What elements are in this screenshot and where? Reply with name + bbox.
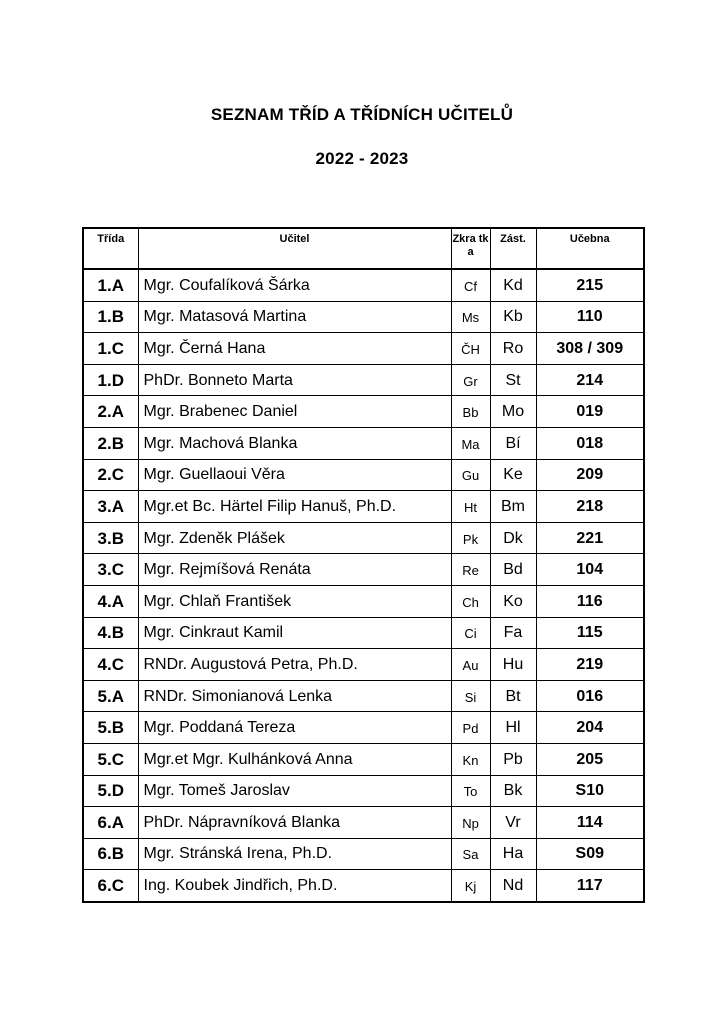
header-zkratka: Zkra tka bbox=[451, 228, 490, 269]
deputy-cell: Kb bbox=[490, 301, 536, 333]
table-row bbox=[83, 301, 644, 333]
deputy-cell: Bí bbox=[490, 427, 536, 459]
teacher-cell: Mgr.et Mgr. Kulhánková Anna bbox=[138, 743, 451, 775]
classroom-cell: 019 bbox=[536, 396, 644, 428]
teacher-cell: Mgr. Brabenec Daniel bbox=[138, 396, 451, 428]
abbreviation-cell: ČH bbox=[451, 333, 490, 365]
teacher-cell: Mgr. Rejmíšová Renáta bbox=[138, 554, 451, 586]
deputy-cell: Fa bbox=[490, 617, 536, 649]
classroom-cell: 209 bbox=[536, 459, 644, 491]
teacher-cell: RNDr. Augustová Petra, Ph.D. bbox=[138, 649, 451, 681]
classroom-cell: 221 bbox=[536, 522, 644, 554]
class-cell: 1.C bbox=[83, 333, 138, 365]
table-row bbox=[83, 396, 644, 428]
header-zast: Zást. bbox=[490, 228, 536, 269]
abbreviation-cell: Np bbox=[451, 807, 490, 839]
deputy-cell: Bm bbox=[490, 491, 536, 523]
header-ucitel: Učitel bbox=[138, 228, 451, 269]
deputy-cell: Vr bbox=[490, 807, 536, 839]
class-cell: 5.B bbox=[83, 712, 138, 744]
abbreviation-cell: Cf bbox=[451, 269, 490, 301]
table-row bbox=[83, 491, 644, 523]
teacher-cell: Mgr. Coufalíková Šárka bbox=[138, 269, 451, 301]
teacher-cell: Mgr. Guellaoui Věra bbox=[138, 459, 451, 491]
table-row bbox=[83, 617, 644, 649]
teacher-cell: Mgr. Matasová Martina bbox=[138, 301, 451, 333]
table-row bbox=[83, 807, 644, 839]
class-cell: 2.B bbox=[83, 427, 138, 459]
class-cell: 2.C bbox=[83, 459, 138, 491]
table-header-row bbox=[83, 228, 644, 269]
abbreviation-cell: Ma bbox=[451, 427, 490, 459]
classroom-cell: 204 bbox=[536, 712, 644, 744]
abbreviation-cell: Sa bbox=[451, 838, 490, 870]
teacher-cell: Mgr. Tomeš Jaroslav bbox=[138, 775, 451, 807]
page-title: SEZNAM TŘÍD A TŘÍDNÍCH UČITELŮ bbox=[210, 105, 514, 124]
deputy-cell: Ro bbox=[490, 333, 536, 365]
abbreviation-cell: Kj bbox=[451, 870, 490, 902]
classroom-cell: 219 bbox=[536, 649, 644, 681]
class-cell: 4.B bbox=[83, 617, 138, 649]
abbreviation-cell: Re bbox=[451, 554, 490, 586]
class-cell: 6.C bbox=[83, 870, 138, 902]
abbreviation-cell: Au bbox=[451, 649, 490, 681]
deputy-cell: Kd bbox=[490, 269, 536, 301]
table-row bbox=[83, 333, 644, 365]
class-cell: 4.C bbox=[83, 649, 138, 681]
abbreviation-cell: Si bbox=[451, 680, 490, 712]
classroom-cell: 308 / 309 bbox=[536, 333, 644, 365]
abbreviation-cell: Pk bbox=[451, 522, 490, 554]
table-row bbox=[83, 459, 644, 491]
table-row bbox=[83, 649, 644, 681]
abbreviation-cell: Ci bbox=[451, 617, 490, 649]
deputy-cell: Dk bbox=[490, 522, 536, 554]
teacher-cell: Mgr. Poddaná Tereza bbox=[138, 712, 451, 744]
deputy-cell: Nd bbox=[490, 870, 536, 902]
abbreviation-cell: Ht bbox=[451, 491, 490, 523]
teacher-cell: PhDr. Nápravníková Blanka bbox=[138, 807, 451, 839]
deputy-cell: Bk bbox=[490, 775, 536, 807]
abbreviation-cell: Ms bbox=[451, 301, 490, 333]
classroom-cell: S09 bbox=[536, 838, 644, 870]
class-cell: 3.C bbox=[83, 554, 138, 586]
teacher-cell: RNDr. Simonianová Lenka bbox=[138, 680, 451, 712]
abbreviation-cell: Pd bbox=[451, 712, 490, 744]
deputy-cell: Hl bbox=[490, 712, 536, 744]
classroom-cell: 116 bbox=[536, 585, 644, 617]
table-row bbox=[83, 870, 644, 902]
classroom-cell: 114 bbox=[536, 807, 644, 839]
class-cell: 1.D bbox=[83, 364, 138, 396]
teacher-cell: Mgr.et Bc. Härtel Filip Hanuš, Ph.D. bbox=[138, 491, 451, 523]
table-row bbox=[83, 427, 644, 459]
table-row bbox=[83, 269, 644, 301]
table-row bbox=[83, 775, 644, 807]
class-cell: 3.B bbox=[83, 522, 138, 554]
abbreviation-cell: Gu bbox=[451, 459, 490, 491]
teacher-cell: Mgr. Stránská Irena, Ph.D. bbox=[138, 838, 451, 870]
abbreviation-cell: Bb bbox=[451, 396, 490, 428]
teacher-cell: Mgr. Cinkraut Kamil bbox=[138, 617, 451, 649]
header-trida: Třída bbox=[83, 228, 138, 269]
deputy-cell: St bbox=[490, 364, 536, 396]
classroom-cell: S10 bbox=[536, 775, 644, 807]
classroom-cell: 215 bbox=[536, 269, 644, 301]
class-cell: 3.A bbox=[83, 491, 138, 523]
classroom-cell: 117 bbox=[536, 870, 644, 902]
classroom-cell: 115 bbox=[536, 617, 644, 649]
class-teacher-table bbox=[82, 227, 645, 903]
deputy-cell: Pb bbox=[490, 743, 536, 775]
table-row bbox=[83, 838, 644, 870]
class-cell: 1.B bbox=[83, 301, 138, 333]
class-cell: 5.D bbox=[83, 775, 138, 807]
header-ucebna: Učebna bbox=[536, 228, 644, 269]
class-cell: 5.A bbox=[83, 680, 138, 712]
classroom-cell: 218 bbox=[536, 491, 644, 523]
classroom-cell: 018 bbox=[536, 427, 644, 459]
classroom-cell: 214 bbox=[536, 364, 644, 396]
deputy-cell: Hu bbox=[490, 649, 536, 681]
teacher-cell: Ing. Koubek Jindřich, Ph.D. bbox=[138, 870, 451, 902]
class-cell: 2.A bbox=[83, 396, 138, 428]
classroom-cell: 104 bbox=[536, 554, 644, 586]
abbreviation-cell: Gr bbox=[451, 364, 490, 396]
class-cell: 5.C bbox=[83, 743, 138, 775]
teacher-cell: Mgr. Černá Hana bbox=[138, 333, 451, 365]
classroom-cell: 110 bbox=[536, 301, 644, 333]
class-cell: 6.B bbox=[83, 838, 138, 870]
table-row bbox=[83, 680, 644, 712]
table-row bbox=[83, 522, 644, 554]
deputy-cell: Bd bbox=[490, 554, 536, 586]
classroom-cell: 016 bbox=[536, 680, 644, 712]
table-row bbox=[83, 712, 644, 744]
abbreviation-cell: To bbox=[451, 775, 490, 807]
table-row bbox=[83, 554, 644, 586]
classroom-cell: 205 bbox=[536, 743, 644, 775]
class-cell: 6.A bbox=[83, 807, 138, 839]
table-row bbox=[83, 364, 644, 396]
deputy-cell: Bt bbox=[490, 680, 536, 712]
teacher-cell: Mgr. Machová Blanka bbox=[138, 427, 451, 459]
table-row bbox=[83, 743, 644, 775]
abbreviation-cell: Ch bbox=[451, 585, 490, 617]
teacher-cell: Mgr. Chlaň František bbox=[138, 585, 451, 617]
teacher-cell: PhDr. Bonneto Marta bbox=[138, 364, 451, 396]
deputy-cell: Ko bbox=[490, 585, 536, 617]
class-cell: 4.A bbox=[83, 585, 138, 617]
table-row bbox=[83, 585, 644, 617]
teacher-cell: Mgr. Zdeněk Plášek bbox=[138, 522, 451, 554]
deputy-cell: Ke bbox=[490, 459, 536, 491]
abbreviation-cell: Kn bbox=[451, 743, 490, 775]
deputy-cell: Mo bbox=[490, 396, 536, 428]
school-year: 2022 - 2023 bbox=[315, 149, 409, 168]
class-cell: 1.A bbox=[83, 269, 138, 301]
deputy-cell: Ha bbox=[490, 838, 536, 870]
